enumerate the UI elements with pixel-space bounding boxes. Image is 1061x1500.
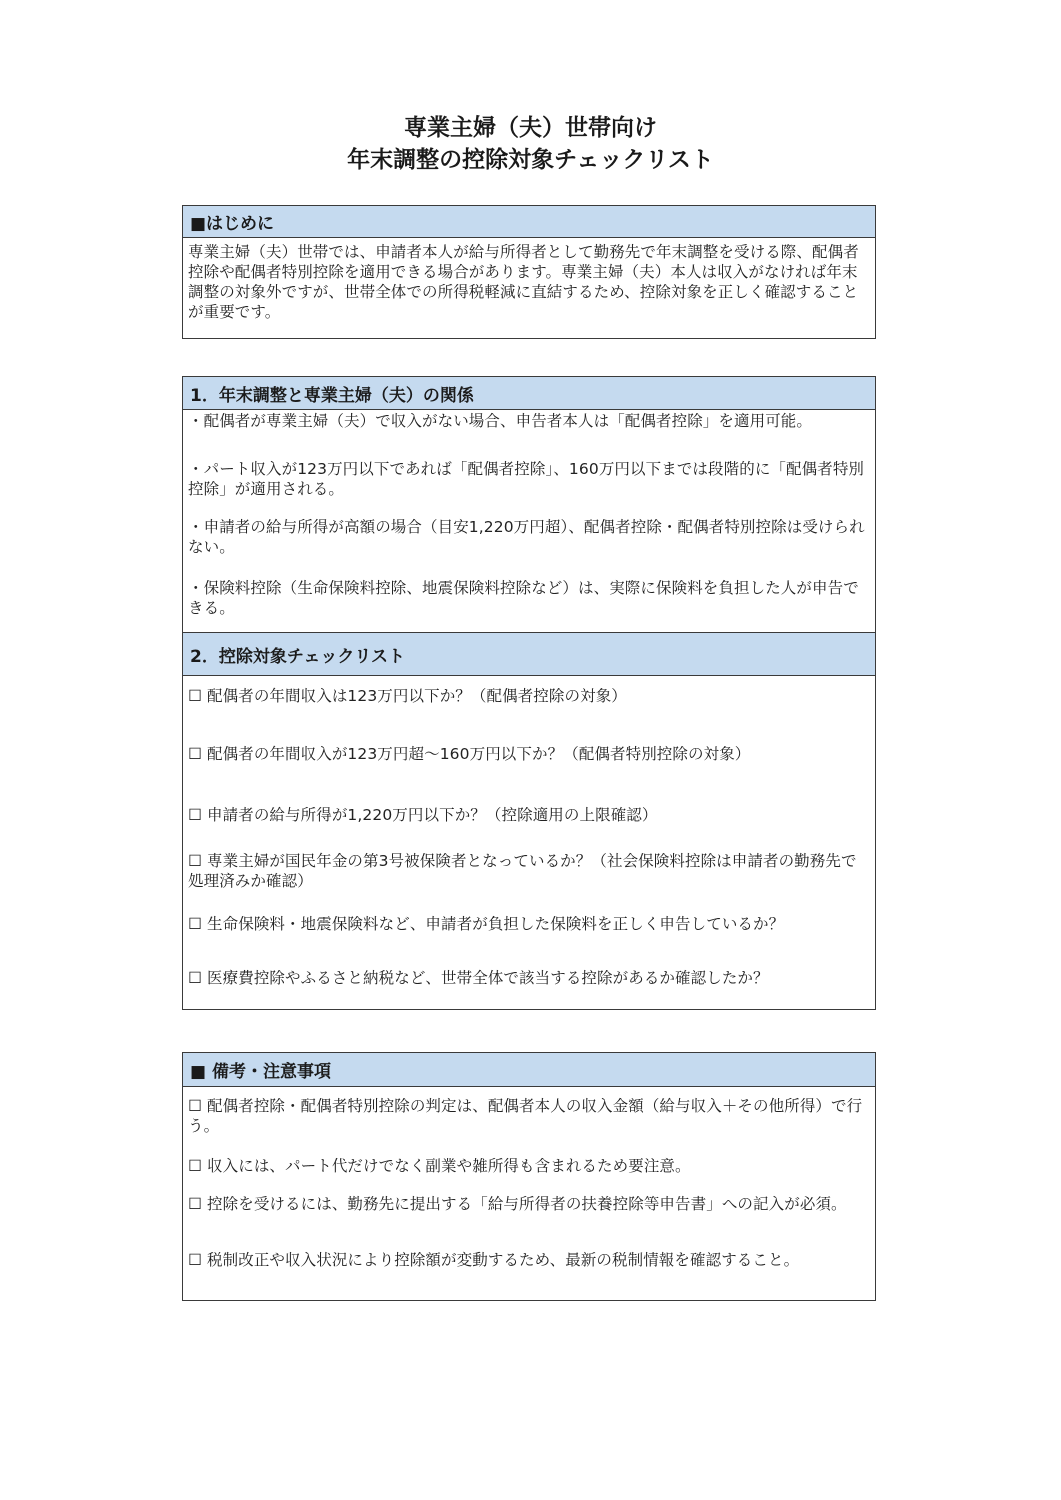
section1-item: ・申請者の給与所得が高額の場合（目安1,220万円超）、配偶者控除・配偶者特別控除は受けられない。	[188, 518, 865, 556]
notes-item[interactable]: ☐ 配偶者控除・配偶者特別控除の判定は、配偶者本人の収入金額（給与収入＋その他所得）で行う。	[188, 1097, 863, 1135]
title-line-1: 専業主婦（夫）世帯向け	[404, 115, 657, 141]
checklist-item[interactable]: ☐ 申請者の給与所得が1,220万円以下か？（控除適用の上限確認）	[188, 806, 658, 824]
intro-text: 専業主婦（夫）世帯では、申請者本人が給与所得者として勤務先で年末調整を受ける際、配偶者控除や配偶者特別控除を適用できる場合があります。専業主婦（夫）本人は収入がなければ年末調整の対象外ですが、世帯全体での所得税軽減に直結するため、控除対象を正しく確認することが重要です。	[188, 243, 859, 321]
document-title	[0, 112, 1061, 176]
section1-heading: 1．年末調整と専業主婦（夫）の関係	[183, 377, 875, 410]
notes-item[interactable]: ☐ 税制改正や収入状況により控除額が変動するため、最新の税制情報を確認すること。	[188, 1251, 800, 1269]
checklist-item[interactable]: ☐ 配偶者の年間収入は123万円以下か？（配偶者控除の対象）	[188, 687, 627, 705]
checklist-item[interactable]: ☐ 生命保険料・地震保険料など、申請者が負担した保険料を正しく申告しているか？	[188, 915, 785, 933]
notes-heading: ■ 備考・注意事項	[183, 1053, 875, 1087]
section1-list	[183, 410, 875, 632]
notes-item[interactable]: ☐ 収入には、パート代だけでなく副業や雑所得も含まれるため要注意。	[188, 1157, 691, 1175]
checklist	[183, 676, 875, 1006]
notes-list	[183, 1087, 875, 1297]
section1-item: ・パート収入が123万円以下であれば「配偶者控除」、160万円以下までは段階的に「配偶者特別控除」が適用される。	[188, 460, 865, 498]
section1-item: ・配偶者が専業主婦（夫）で収入がない場合、申告者本人は「配偶者控除」を適用可能。	[188, 412, 813, 430]
intro-section	[182, 205, 876, 339]
checklist-item[interactable]: ☐ 専業主婦が国民年金の第3号被保険者となっているか？（社会保険料控除は申請者の勤務先で処理済みか確認）	[188, 852, 857, 890]
section1-item: ・保険料控除（生命保険料控除、地震保険料控除など）は、実際に保険料を負担した人が申告できる。	[188, 579, 859, 617]
checklist-item[interactable]: ☐ 医療費控除やふるさと納税など、世帯全体で該当する控除があるか確認したか？	[188, 969, 769, 987]
notes-section	[182, 1052, 876, 1301]
section2-heading: 2．控除対象チェックリスト	[183, 632, 875, 676]
title-line-2: 年末調整の控除対象チェックリスト	[347, 147, 714, 173]
intro-heading: ■はじめに	[183, 206, 875, 238]
checklist-item[interactable]: ☐ 配偶者の年間収入が123万円超～160万円以下か？（配偶者特別控除の対象）	[188, 745, 751, 763]
notes-item[interactable]: ☐ 控除を受けるには、勤務先に提出する「給与所得者の扶養控除等申告書」への記入が必須。	[188, 1195, 847, 1213]
relation-checklist-section	[182, 376, 876, 1010]
